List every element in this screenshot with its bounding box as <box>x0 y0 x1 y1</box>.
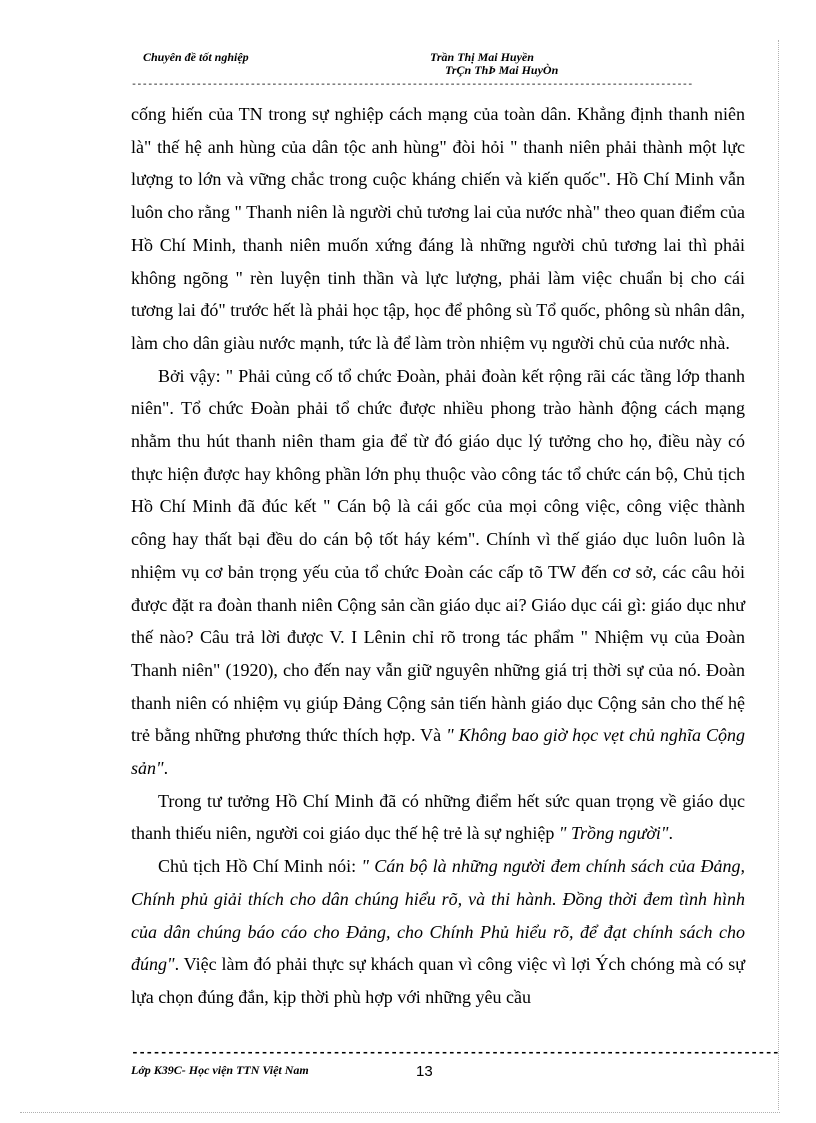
header-title: Chuyên đề tốt nghiệp <box>143 50 249 64</box>
page-border-bottom <box>20 1112 780 1113</box>
paragraph-3-quote: " Trồng người" <box>558 823 669 844</box>
paragraph-2 <box>131 360 745 785</box>
paragraph-3-end: . <box>668 823 673 844</box>
page-border-right <box>778 40 779 1110</box>
paragraph-2-quote: " Không bao giờ học vẹt chủ nghĩa Cộng sản" <box>131 725 745 779</box>
paragraph-3 <box>131 785 745 850</box>
footer-divider: ------------------------------------------------------------------------------------------ <box>131 1045 780 1060</box>
paragraph-3-text: Trong tư tưởng Hồ Chí Minh đã có những điểm hết sức quan trọng về giáo dục thanh thiếu niên, người coi giáo dục thế hệ trẻ là sự nghiệp <box>131 790 745 844</box>
body-text <box>131 98 745 1014</box>
paragraph-4-quote: " Cán bộ là những người đem chính sách của Đảng, Chính phủ giải thích cho dân chúng hiểu rõ, và thi hành. Đồng thời đem tình hình của dân chúng báo cáo cho Đảng, cho Chính Phủ hiểu rõ, để đạt chính sách cho đúng" <box>131 856 745 975</box>
header-author: Trần Thị Mai Huyền <box>430 50 534 64</box>
header-divider: -------------------------------------------------------------------------------------------------------- <box>131 80 693 91</box>
footer-class-label: Lớp K39C- Học viện TTN Việt Nam <box>131 1063 309 1077</box>
paragraph-4 <box>131 850 745 1014</box>
paragraph-4-lead: Chủ tịch Hồ Chí Minh nói: <box>158 856 357 877</box>
paragraph-1: cống hiến của TN trong sự nghiệp cách mạng của toàn dân. Khẳng định thanh niên là" thế hệ anh hùng của dân tộc anh hùng" đòi hỏi " thanh niên phải thành một lực lượng to lớn và vững chắc trong cuộc kháng chiến và kiến quốc". Hồ Chí Minh vẫn luôn cho rằng " Thanh niên là người chủ tương lai của nước nhà" theo quan điểm của Hồ Chí Minh, thanh niên muốn xứng đáng là những người chủ tương lai thì phải không ngõng " rèn luyện tinh thần và lực lượng, phải làm việc chuẩn bị cho cái tương lai đó" trước hết là phải học tập, học để phông sù Tổ quốc, phông sù nhân dân, làm cho dân giàu nước mạnh, tức là để làm tròn nhiệm vụ người chủ của nước nhà. <box>131 104 745 353</box>
page-number: 13 <box>416 1063 433 1080</box>
header-author-legacy-encoding: TrÇn ThÞ Mai HuyÒn <box>445 63 559 77</box>
paragraph-2-text: Bởi vậy: " Phải củng cố tổ chức Đoàn, phải đoàn kết rộng rãi các tầng lớp thanh niên". Tổ chức Đoàn phải tổ chức được nhiều phong trào hành động cách mạng nhằm thu hút thanh niên tham gia để từ đó giáo dục lý tưởng cho họ, điều này có thực hiện được hay không phần lớn phụ thuộc vào công tác tổ chức cán bộ, Chủ tịch Hồ Chí Minh đã đúc kết " Cán bộ là cái gốc của mọi công việc, công việc thành công hay thất bại đều do cán bộ tốt háy kém". Chính vì thế giáo dục luôn luôn là nhiệm vụ cơ bản trọng yếu của tổ chức Đoàn các cấp tõ TW đến cơ sở, các câu hỏi được đặt ra đoàn thanh niên Cộng sản cần giáo dục ai? Giáo dục cái gì: giáo dục như thế nào? Câu trả lời được V. I Lênin chỉ rõ trong tác phẩm " Nhiệm vụ của Đoàn Thanh niên" (1920), cho đến nay vẫn giữ nguyên những giá trị thời sự của nó. Đoàn thanh niên có nhiệm vụ giúp Đảng Cộng sản tiến hành giáo dục Cộng sản cho thế hệ trẻ bằng những phương thức thích hợp. Và <box>131 365 745 746</box>
paragraph-4-rest: . Việc làm đó phải thực sự khách quan vì công việc vì lợi Ých chóng mà có sự lựa chọn đúng đắn, kịp thời phù hợp với những yêu cầu <box>131 954 745 1007</box>
paragraph-2-end: . <box>163 758 169 779</box>
